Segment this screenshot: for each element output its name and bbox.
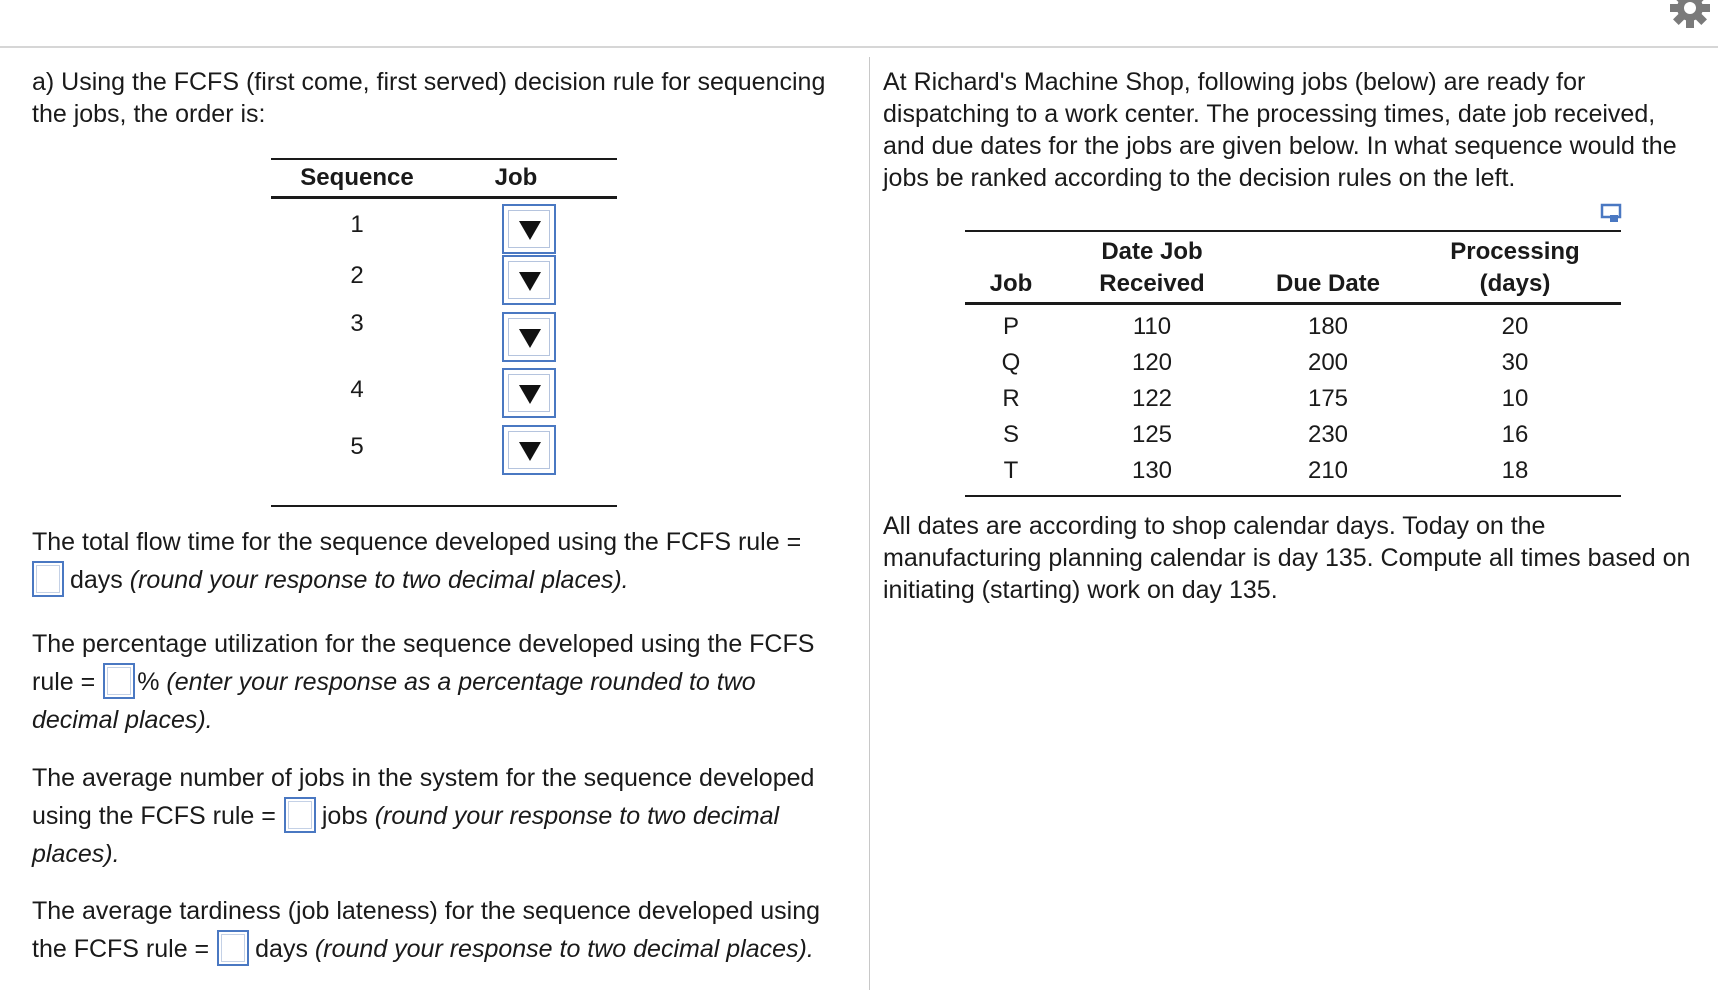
gear-icon[interactable] xyxy=(1668,0,1712,30)
question-panel xyxy=(32,66,862,963)
job-dropdown-4[interactable] xyxy=(502,368,556,418)
sequence-number: 2 xyxy=(350,262,364,289)
avg-jobs-question: The average number of jobs in the system for the sequence developed using the FCFS rule = jobs (round your response to two decimal places). xyxy=(32,764,815,869)
dropdown-arrow-icon xyxy=(519,272,541,291)
avg-jobs-input[interactable] xyxy=(284,797,316,833)
avg-tardiness-input[interactable] xyxy=(217,930,249,966)
job-column-header: Job xyxy=(494,164,538,191)
sequence-table xyxy=(271,158,617,507)
top-bar-divider xyxy=(0,46,1718,48)
avg-tardiness-question: The average tardiness (job lateness) for the sequence developed using the FCFS rule = days (round your response to two decimal places). xyxy=(32,892,862,968)
panel-divider xyxy=(869,57,870,990)
jobs-table-body xyxy=(965,305,1621,489)
processing-header: Processing (days) xyxy=(1450,238,1580,297)
dropdown-arrow-icon xyxy=(519,329,541,348)
utilization-input[interactable] xyxy=(103,663,135,699)
calendar-note: All dates are according to shop calendar days. Today on the manufacturing planning calendar is day 135. Compute all times based on initiating (starting) work on day 135. xyxy=(883,512,1691,604)
job-header: Job xyxy=(989,270,1033,297)
sequence-number: 4 xyxy=(350,376,364,403)
table-row: Q 120 200 30 xyxy=(1001,349,1529,376)
job-dropdown-2[interactable] xyxy=(502,255,556,305)
table-row: S 125 230 16 xyxy=(1002,421,1529,448)
dropdown-arrow-icon xyxy=(519,442,541,461)
table-row: T 130 210 18 xyxy=(1003,457,1529,484)
job-dropdown-1[interactable] xyxy=(502,204,556,254)
utilization-question: The percentage utilization for the sequence developed using the FCFS rule = % (enter your response as a percentage rounded to two decimal places). xyxy=(32,630,815,735)
table-row: P 110 180 20 xyxy=(1002,313,1529,340)
table-row: R 122 175 10 xyxy=(1002,385,1529,412)
sequence-number: 3 xyxy=(350,310,364,337)
flow-time-input[interactable] xyxy=(32,561,64,597)
date-received-header: Date Job Received xyxy=(1099,238,1205,297)
job-dropdown-3[interactable] xyxy=(502,312,556,362)
sequence-table-header xyxy=(271,160,617,196)
dropdown-arrow-icon xyxy=(519,385,541,404)
dropdown-arrow-icon xyxy=(519,221,541,240)
sequence-number: 5 xyxy=(350,433,364,460)
jobs-table xyxy=(965,230,1621,497)
problem-intro: At Richard's Machine Shop, following jobs (below) are ready for dispatching to a work center. The processing times, date job received, and due dates for the jobs are given below. In what sequence would the jobs be ranked according to the decision rules on the left. xyxy=(883,68,1677,192)
jobs-table-header xyxy=(965,232,1621,302)
problem-panel xyxy=(883,66,1703,194)
flow-time-question: The total flow time for the sequence developed using the FCFS rule = days (round your response to two decimal places). xyxy=(32,523,862,599)
copy-table-icon[interactable] xyxy=(1600,203,1624,225)
sequence-table-body xyxy=(271,199,617,501)
due-date-header: Due Date xyxy=(1275,270,1381,297)
top-bar xyxy=(0,0,1718,46)
job-dropdown-5[interactable] xyxy=(502,425,556,475)
sequence-column-header: Sequence xyxy=(300,164,414,191)
sequence-number: 1 xyxy=(350,211,364,238)
question-text: a) Using the FCFS (first come, first served) decision rule for sequencing the jobs, the order is: xyxy=(32,68,826,128)
